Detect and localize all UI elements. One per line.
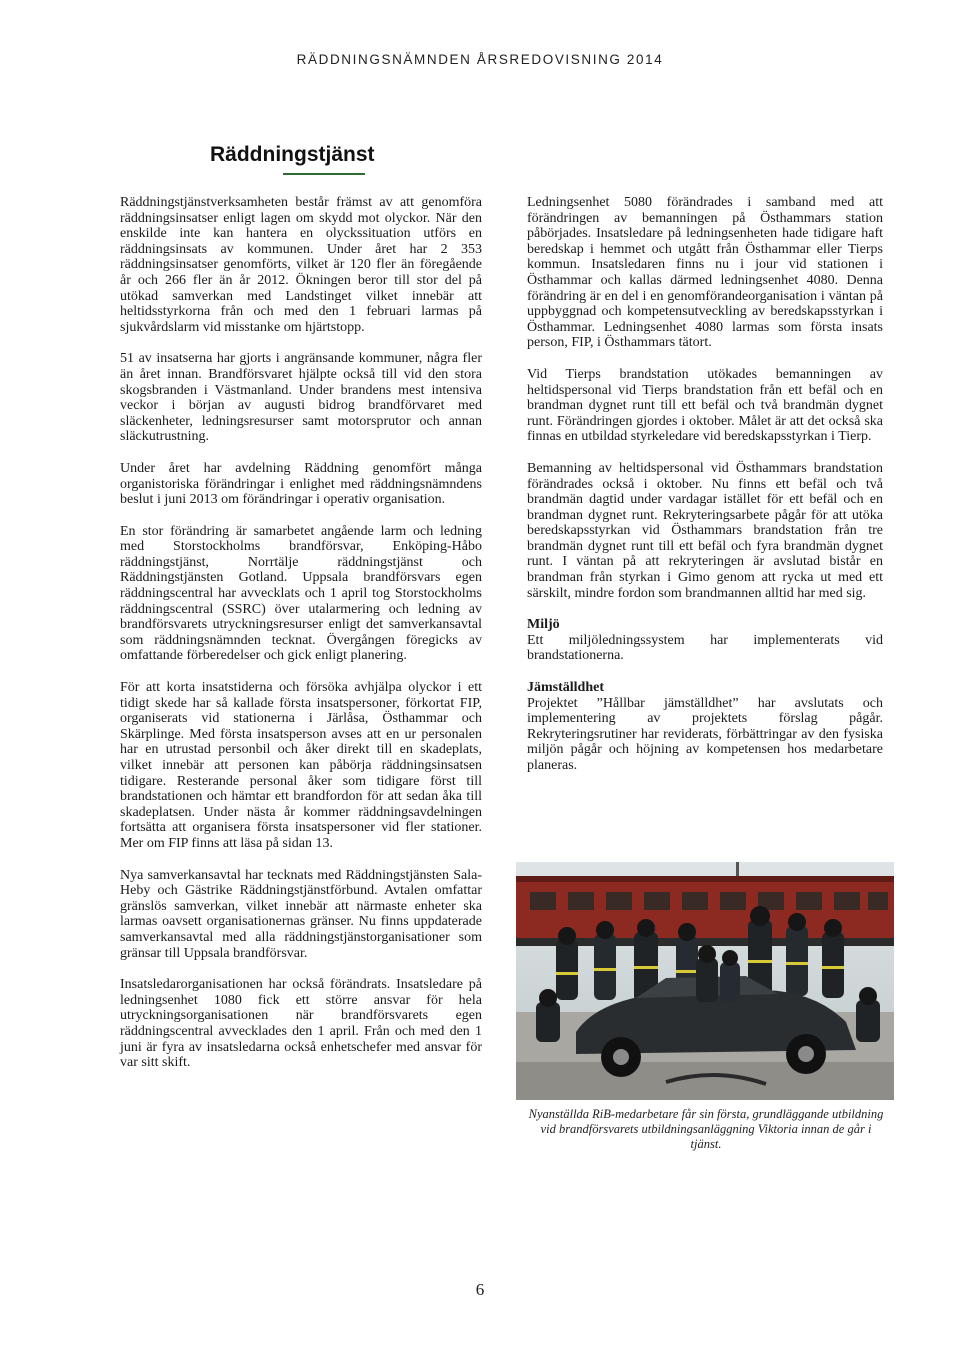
paragraph: För att korta insatstiderna och försöka avhjälpa olyckor i ett tidigt skede har så kallade första insatspersoner, förkortat FIP, organiserats vid stationerna i Järlåsa, Östhammar och Skärplinge. Med första insatsperson avses att en ur personalen har en utrustad personbil och åker direkt till en skadeplats, vilket innebär att personen kan påbörja räddningsinsatsen tidigare. Resterande personal åker som tidigare först till brandstationen och hämtar ett brandfordon för att sedan åka till skadeplatsen. Under nästa år kommer räddningsavdelningen fortsätta att organisera första insatspersoner vid fler stationer. Mer om FIP finns att läsa på sidan 13. (120, 680, 482, 851)
firefighters-photo (516, 862, 894, 1100)
paragraph: Ett miljöledningssystem har implementerats vid brandstationerna. (527, 632, 883, 664)
page-title: Räddningstjänst (210, 143, 375, 166)
paragraph: Projektet ”Hållbar jämställdhet” har avslutats och implementering av projektets förslag pågår. Rekryteringsrutiner har reviderats, förbättringar av den fysiska miljön pågår och höjning av kompetensen hos medarbetare planeras. (527, 695, 883, 773)
photo-illustration (516, 862, 894, 1100)
paragraph: En stor förändring är samarbetet angående larm och ledning med Storstockholms brandförsvar, Enköping-Håbo räddningstjänst, Norrtälje räddningstjänst och Räddningstjänsten Gotland. Uppsala brandförsvars egen räddningscentral har avvecklats och 1 april tog Storstockholms räddningscentral (SSRC) över utalarmering och ledning av brandförsvarets utryckningsresurser enligt det samverkansavtal som räddningsnämnden tecknat. Övergången föregicks av omfattande förberedelser och gick enligt planering. (120, 523, 482, 664)
paragraph: Under året har avdelning Räddning genomfört många organistoriska förändringar i enlighet med räddningsnämndens beslut i juni 2013 om förändringar i operativ organisation. (120, 460, 482, 508)
section-heading-miljo: Miljö (527, 617, 560, 633)
paragraph: Vid Tierps brandstation utökades bemanningen av heltidspersonal vid Tierps brandstation från ett befäl och en brandman dygnet runt till ett befäl och två brandmän dygnet runt. Förändringen gjordes i oktober. Målet är att det också ska finnas en utbildad styrkeledare vid beredskapsstyrkan i Tierp. (527, 366, 883, 445)
page-number: 6 (475, 1280, 485, 1299)
paragraph: Ledningsenhet 5080 förändrades i samband med att förändringen av bemanningen på Östhammars station påbörjades. Insatsledare på ledningsenheten hade tidigare haft beredskap i hemmet och utgått från Östhammar eller Tierps kommun. Insatsledaren finns nu i jour vid stationen i Östhammar och kallas därmed ledningsenhet 4080. Denna förändring är en del i en genomförandeorganisation i väntan på uppbyggnad och kompetensutveckling av beredskapsstyrkan i Östhammar. Ledningsenhet 4080 larmas som första insats person, FIP, i Östhammars tätort. (527, 195, 883, 351)
left-column (120, 195, 482, 1087)
right-column (527, 195, 883, 790)
paragraph: 51 av insatserna har gjorts i angränsande kommuner, några fler än året innan. Brandförsvaret hjälpte också till vid den stora skogsbranden i Västmanland. Under brandens mest intensiva veckor i början av augusti bidrog brandförvaret med släckenheter, ledningsresurser samt motorsprutor och annan släckutrustning. (120, 351, 482, 445)
paragraph: Räddningstjänstverksamheten består främst av att genomföra räddningsinsatser enligt lagen om skydd mot olyckor. När den enskilde inte kan hantera en olyckssituation utförs en räddningsinsats av kommunen. Under året har 2 353 räddningsinsatser genomförts, vilket är 120 fler än föregående år och 266 fler än år 2012. Ökningen beror till stor del på utökad samverkan med Landstinget vilket innebär att heltidsstyrkorna från och med den 1 februari larmas på sjukvårdslarm vid misstanke om hjärtstopp. (120, 195, 482, 335)
photo-caption: Nyanställda RiB-medarbetare får sin första, grundläggande utbildning vid brandförsvarets utbildningsanläggning Viktoria innan de går i tjänst. (528, 1107, 884, 1151)
title-underline (283, 173, 365, 175)
running-header: RÄDDNINGSNÄMNDEN ÅRSREDOVISNING 2014 (296, 52, 664, 67)
section-heading-jamstalldhet: Jämställdhet (527, 680, 604, 696)
paragraph: Nya samverkansavtal har tecknats med Räddningstjänsten Sala-Heby och Gästrike Räddningstjänstförbund. Avtalen omfattar gränslös samverkan, vilket innebär att närmaste enheter ska larmas oavsett organisationernas gränser. Nu finns uppdaterade samverkansavtal med alla räddningstjänstorganisationer som gränsar till Uppsala brandförsvar. (120, 867, 482, 961)
paragraph: Bemanning av heltidspersonal vid Östhammars brandstation förändrades också i oktober. Nu finns ett befäl och två brandmän dagtid under vardagar istället för ett befäl och en brandman dygnet runt. Rekryteringsarbete pågår för att utöka beredskapsstyrkan vid Östhammars brandstation från tre brandmän dygnet runt till ett befäl och fyra brandmän dygnet runt. I väntan på att rekryteringen är avslutad bistår en brandman från styrkan i Gimo genom att rycka ut med ett särskilt, mindre fordon som brandmannen alltid har med sig. (527, 460, 883, 601)
paragraph: Insatsledarorganisationen har också förändrats. Insatsledare på ledningsenhet 1080 fick ett större ansvar för hela utryckningsorganisationen när brandförsvarets egen räddningscentral avvecklades den 1 april. Från och med den 1 juni är fyra av insatsledarna också enhetschefer med ansvar för var sitt skift. (120, 977, 482, 1071)
